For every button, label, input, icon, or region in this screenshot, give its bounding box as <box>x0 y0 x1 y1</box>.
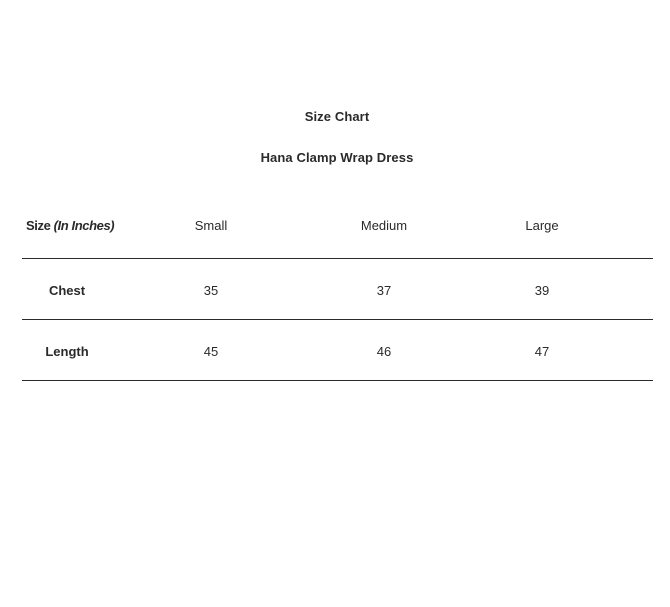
row-label-length: Length <box>45 344 89 359</box>
header-unit-label: (In Inches) <box>53 218 115 233</box>
size-chart-title: Size Chart <box>304 109 370 124</box>
size-table <box>22 204 653 381</box>
table-cell: 45 <box>203 344 219 359</box>
row-label-chest: Chest <box>48 283 86 298</box>
column-header-small: Small <box>194 218 228 233</box>
table-cell: 35 <box>203 283 219 298</box>
column-header-large: Large <box>525 218 559 233</box>
product-name: Hana Clamp Wrap Dress <box>260 150 414 165</box>
table-cell: 46 <box>376 344 392 359</box>
column-header-medium: Medium <box>360 218 408 233</box>
table-cell: 39 <box>534 283 550 298</box>
table-row <box>22 259 653 320</box>
table-cell: 37 <box>376 283 392 298</box>
table-cell: 47 <box>534 344 550 359</box>
header-size-label: Size <box>26 218 54 233</box>
table-row <box>22 320 653 381</box>
table-header-row <box>22 204 653 259</box>
header-size-cell <box>26 218 121 233</box>
